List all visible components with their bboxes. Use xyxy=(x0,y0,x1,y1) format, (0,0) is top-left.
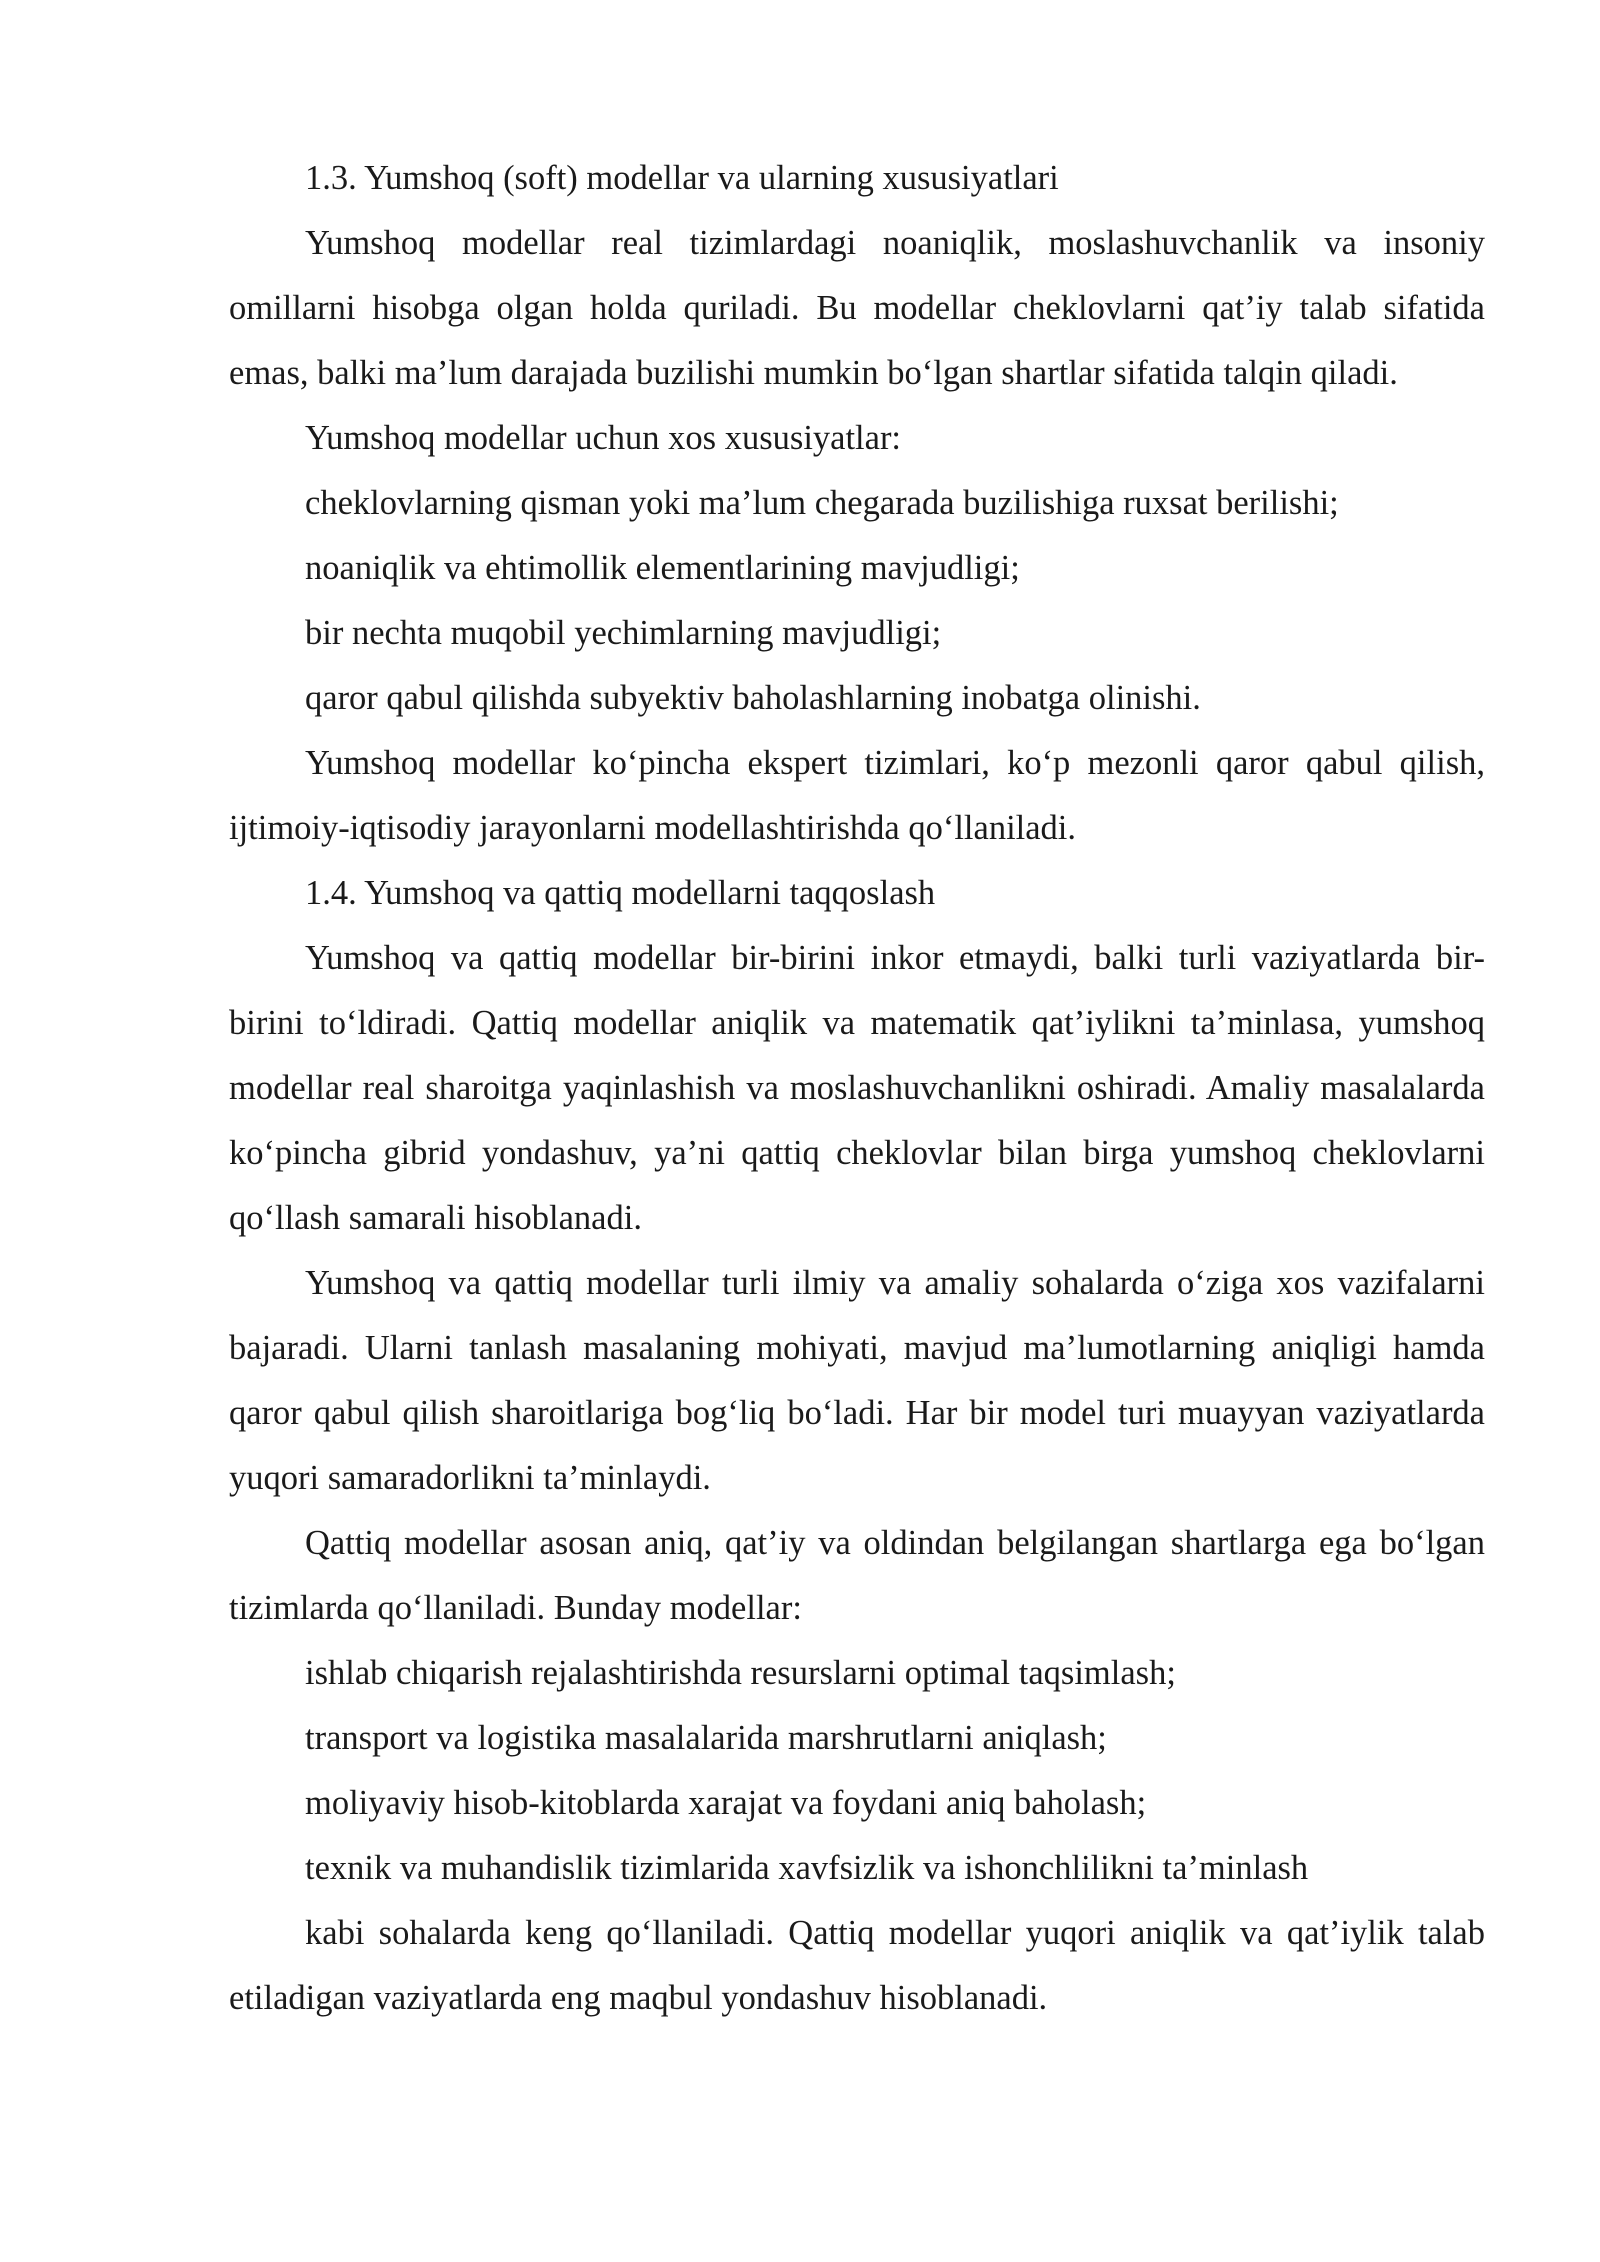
paragraph-model-tasks: Yumshoq va qattiq modellar turli ilmiy va amaliy sohalarda o‘ziga xos vazifalarni bajaradi. Ularni tanlash masalaning mohiyati, mavjud ma’lumotlarning aniqligi hamda qaror qabul qilish sharoitlariga bog‘liq bo‘ladi. Har bir model turi muayyan vaziyatlarda yuqori samaradorlikni ta’minlaydi. xyxy=(229,1264,1485,1497)
paragraph-soft-models-usage: Yumshoq modellar ko‘pincha ekspert tizimlari, ko‘p mezonli qaror qabul qilish, ijtimoiy-iqtisodiy jarayonlarni modellashtirishda qo‘llaniladi. xyxy=(229,744,1485,847)
list-item: bir nechta muqobil yechimlarning mavjudligi; xyxy=(305,614,942,652)
list-item: moliyaviy hisob-kitoblarda xarajat va foydani aniq baholash; xyxy=(305,1784,1147,1822)
list-item: noaniqlik va ehtimollik elementlarining mavjudligi; xyxy=(305,549,1020,587)
document-body xyxy=(229,146,1485,2031)
paragraph-comparison: Yumshoq va qattiq modellar bir-birini inkor etmaydi, balki turli vaziyatlarda bir-birini to‘ldiradi. Qattiq modellar aniqlik va matematik qat’iylikni ta’minlasa, yumshoq modellar real sharoitga yaqinlashish va moslashuvchanlikni oshiradi. Amaliy masalalarda ko‘pincha gibrid yondashuv, ya’ni qattiq cheklovlar bilan birga yumshoq cheklovlarni qo‘llash samarali hisoblanadi. xyxy=(229,939,1485,1237)
list-item: ishlab chiqarish rejalashtirishda resurslarni optimal taqsimlash; xyxy=(305,1654,1176,1692)
section-heading-1-4: 1.4. Yumshoq va qattiq modellarni taqqoslash xyxy=(305,874,936,912)
paragraph-closing: kabi sohalarda keng qo‘llaniladi. Qattiq modellar yuqori aniqlik va qat’iylik talab etiladigan vaziyatlarda eng maqbul yondashuv hisoblanadi. xyxy=(229,1914,1485,2017)
list-item: qaror qabul qilishda subyektiv baholashlarning inobatga olinishi. xyxy=(305,679,1201,717)
list-item: transport va logistika masalalarida marshrutlarni aniqlash; xyxy=(305,1719,1107,1757)
paragraph-hard-models-intro: Qattiq modellar asosan aniq, qat’iy va oldindan belgilangan shartlarga ega bo‘lgan tizimlarda qo‘llaniladi. Bunday modellar: xyxy=(229,1524,1485,1627)
section-heading-1-3: 1.3. Yumshoq (soft) modellar va ularning xususiyatlari xyxy=(305,159,1059,197)
list-item: texnik va muhandislik tizimlarida xavfsizlik va ishonchlilikni ta’minlash xyxy=(305,1849,1309,1887)
list-item: cheklovlarning qisman yoki ma’lum chegarada buzilishiga ruxsat berilishi; xyxy=(305,484,1339,522)
paragraph-soft-models-intro: Yumshoq modellar real tizimlardagi noaniqlik, moslashuvchanlik va insoniy omillarni hisobga olgan holda quriladi. Bu modellar cheklovlarni qat’iy talab sifatida emas, balki ma’lum darajada buzilishi mumkin bo‘lgan shartlar sifatida talqin qiladi. xyxy=(229,224,1485,392)
list-intro-soft-model-properties: Yumshoq modellar uchun xos xususiyatlar: xyxy=(305,419,902,457)
